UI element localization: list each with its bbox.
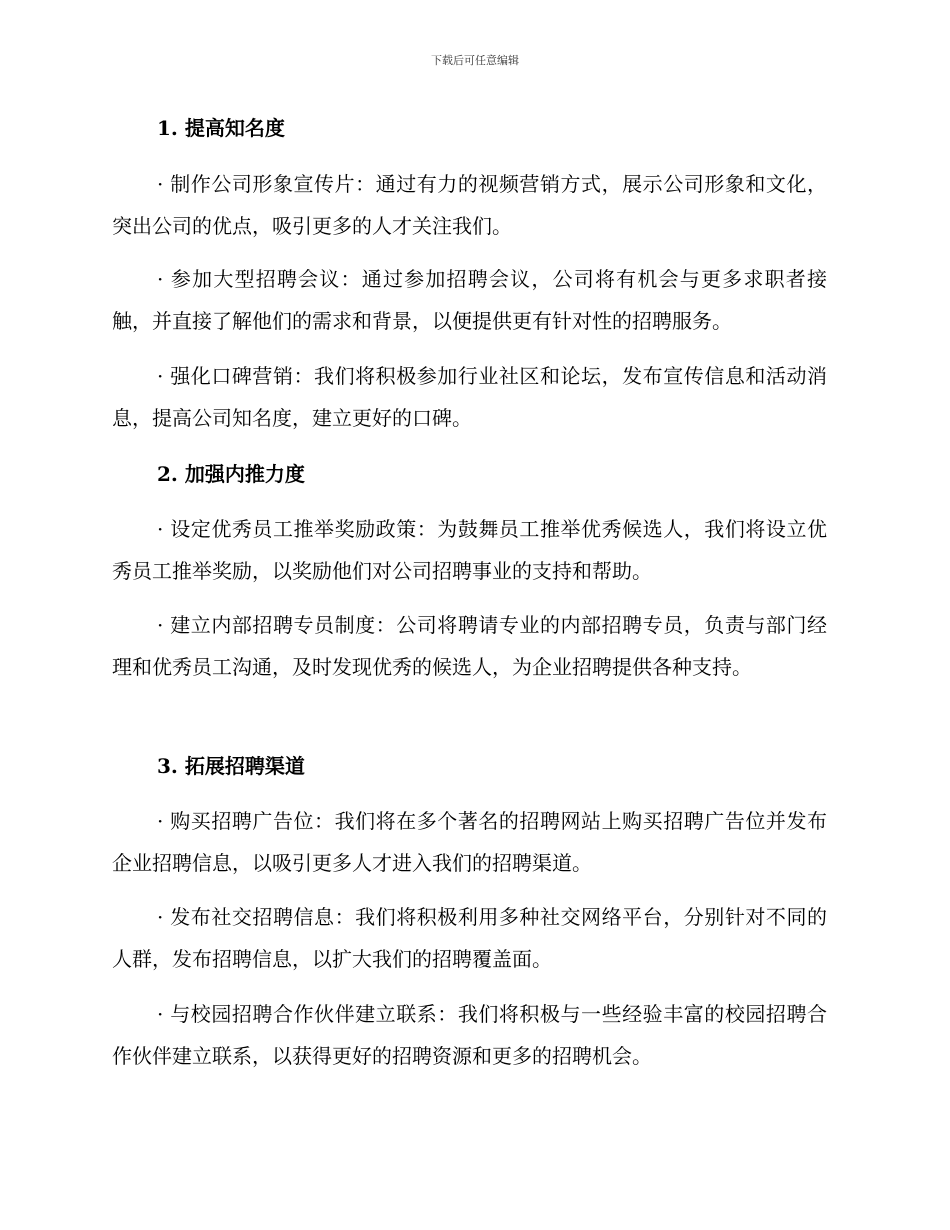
paragraph-social-recruiting: · 发布社交招聘信息：我们将积极利用多种社交网络平台，分别针对不同的人群，发布招聘信息，以扩大我们的招聘覆盖面。 bbox=[112, 905, 827, 971]
paragraph-internal-recruiter: · 建立内部招聘专员制度：公司将聘请专业的内部招聘专员，负责与部门经理和优秀员工沟通，及时发现优秀的候选人，为企业招聘提供各种支持。 bbox=[112, 613, 827, 679]
section-heading-1: 1. 提高知名度 bbox=[157, 116, 285, 140]
section-heading-2: 2. 加强内推力度 bbox=[157, 462, 305, 486]
page-header: 下载后可任意编辑 bbox=[431, 54, 519, 67]
paragraph-ad-placement: · 购买招聘广告位：我们将在多个著名的招聘网站上购买招聘广告位并发布企业招聘信息，以吸引更多人才进入我们的招聘渠道。 bbox=[112, 809, 827, 875]
paragraph-company-video: · 制作公司形象宣传片：通过有力的视频营销方式，展示公司形象和文化，突出公司的优点，吸引更多的人才关注我们。 bbox=[112, 172, 827, 238]
paragraph-word-of-mouth: · 强化口碑营销：我们将积极参加行业社区和论坛，发布宣传信息和活动消息，提高公司知名度，建立更好的口碑。 bbox=[112, 364, 827, 430]
paragraph-campus-partners: · 与校园招聘合作伙伴建立联系：我们将积极与一些经验丰富的校园招聘合作伙伴建立联系，以获得更好的招聘资源和更多的招聘机会。 bbox=[112, 1002, 827, 1068]
paragraph-referral-reward: · 设定优秀员工推举奖励政策：为鼓舞员工推举优秀候选人，我们将设立优秀员工推举奖励，以奖励他们对公司招聘事业的支持和帮助。 bbox=[112, 517, 827, 583]
paragraph-job-fair: · 参加大型招聘会议：通过参加招聘会议，公司将有机会与更多求职者接触，并直接了解他们的需求和背景，以便提供更有针对性的招聘服务。 bbox=[112, 267, 827, 333]
section-heading-3: 3. 拓展招聘渠道 bbox=[157, 754, 305, 778]
